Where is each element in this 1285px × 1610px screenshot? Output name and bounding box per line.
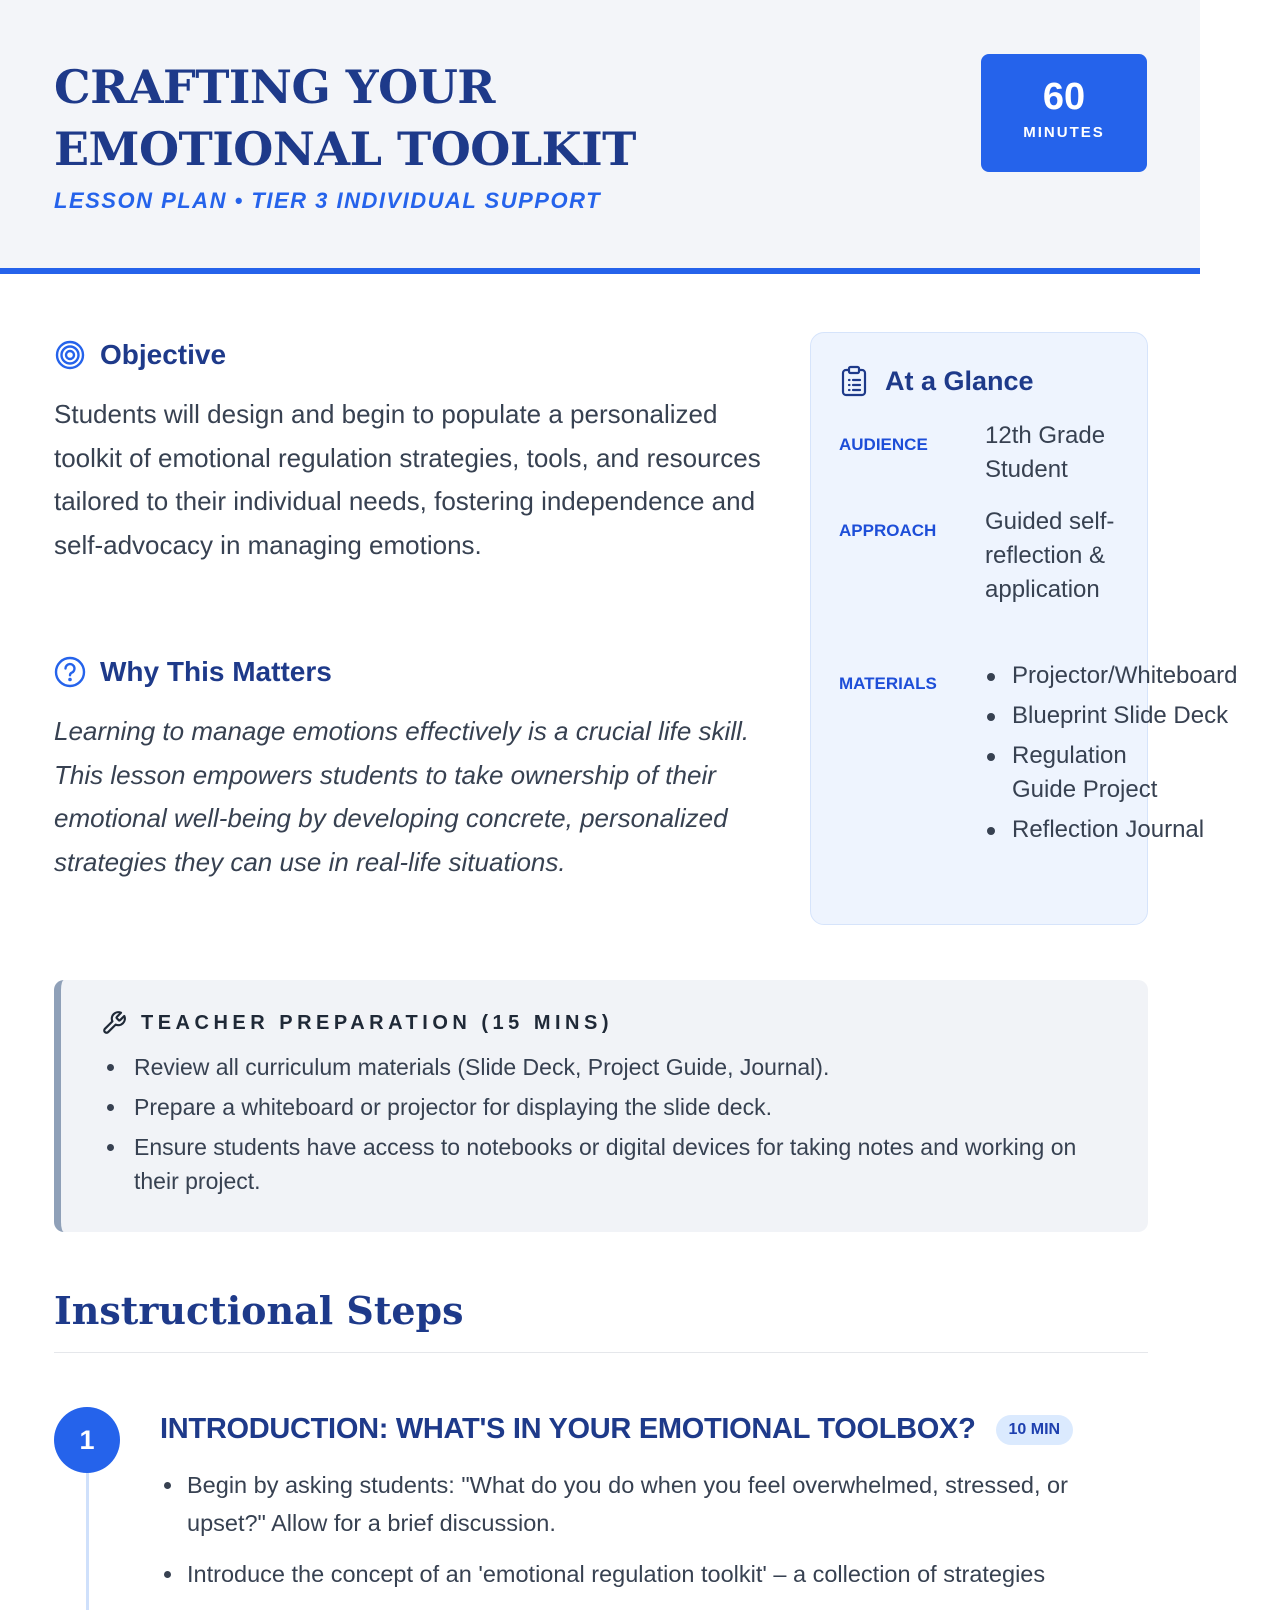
why-text: Learning to manage emotions effectively is a crucial life skill. This lesson empowers students to take ownership of their emotional well-being by developing concrete, personalized strategies they can use in real-life situations. [54, 716, 750, 877]
list-item: Blueprint Slide Deck [985, 699, 1285, 733]
list-item: Reflection Journal [985, 813, 1285, 847]
materials-list [985, 659, 1285, 853]
step-title: INTRODUCTION: WHAT'S IN YOUR EMOTIONAL TOOLBOX? [160, 1413, 976, 1445]
page-subtitle: LESSON PLAN • TIER 3 INDIVIDUAL SUPPORT [54, 188, 602, 213]
step-heading [160, 1413, 1073, 1446]
list-item: Introduce the concept of an 'emotional regulation toolkit' – a collection of strategies [160, 1555, 1140, 1593]
glance-label: At a Glance [885, 365, 1034, 396]
step-timeline-line [86, 1470, 89, 1610]
audience-label: AUDIENCE [839, 435, 928, 454]
duration-unit: MINUTES [1023, 124, 1105, 141]
duration-badge [981, 54, 1147, 172]
step-duration-badge: 10 MIN [996, 1415, 1074, 1445]
prep-heading [101, 1010, 613, 1036]
prep-list [101, 1050, 1101, 1204]
why-label: Why This Matters [100, 656, 332, 687]
list-item: Prepare a whiteboard or projector for displaying the slide deck. [101, 1090, 1101, 1124]
at-a-glance-card [810, 332, 1238, 925]
lesson-header [0, 0, 1200, 274]
list-item: Regulation Guide Project [985, 739, 1195, 807]
approach-value: Guided self-reflection & application [985, 508, 1115, 603]
step-bullets [160, 1466, 1140, 1606]
why-heading [54, 656, 332, 688]
glance-heading [839, 365, 1034, 397]
list-item: Review all curriculum materials (Slide Deck, Project Guide, Journal). [101, 1050, 1101, 1084]
target-icon [54, 339, 86, 371]
approach-label: APPROACH [839, 521, 937, 540]
page-title: CRAFTING YOUR EMOTIONAL TOOLKIT [54, 60, 636, 176]
teacher-preparation-box [54, 980, 1148, 1232]
materials-label: MATERIALS [839, 674, 937, 693]
step-number: 1 [54, 1407, 120, 1473]
instructional-steps-heading: Instructional Steps [54, 1288, 464, 1333]
list-item: Projector/Whiteboard [985, 659, 1285, 693]
question-circle-icon [54, 656, 86, 688]
divider [54, 1352, 1148, 1353]
prep-label: TEACHER PREPARATION (15 MINS) [141, 1011, 614, 1034]
clipboard-icon [839, 365, 869, 397]
objective-label: Objective [100, 339, 227, 370]
objective-heading [54, 339, 226, 371]
duration-value: 60 [1042, 76, 1086, 118]
objective-text: Students will design and begin to populate a personalized toolkit of emotional regulation strategies, tools, and resources tailored to their individual needs, fostering independence and self-advocacy in managing emotions. [54, 399, 761, 560]
list-item: Begin by asking students: "What do you do when you feel overwhelmed, stressed, or upset?" Allow for a brief discussion. [160, 1466, 1140, 1542]
audience-value: 12th Grade Student [985, 422, 1106, 483]
wrench-icon [101, 1010, 127, 1036]
list-item: Ensure students have access to notebooks or digital devices for taking notes and working on their project. [101, 1130, 1101, 1198]
